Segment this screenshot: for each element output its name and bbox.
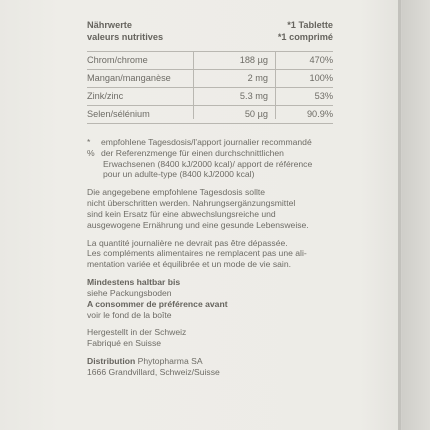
nutrient-amount: 50 µg: [244, 109, 268, 119]
table-row: [87, 105, 333, 124]
nutrient-name: Chrom/chrome: [87, 55, 148, 65]
footnote-line: empfohlene Tagesdosis/l'apport journalier recommandé: [101, 137, 312, 147]
header-nutrients-fr: valeurs nutritives: [87, 31, 164, 42]
header-serving-de: *1 Tablette: [287, 20, 333, 30]
best-before-text-fr: voir le fond de la boîte: [87, 309, 172, 320]
warning-line: sind kein Ersatz für eine abwechslungsreiche und: [87, 208, 276, 219]
warning-line: ausgewogene Ernährung und eine gesunde Lebensweise.: [87, 219, 309, 230]
warning-line: Die angegebene empfohlene Tagesdosis sollte: [87, 187, 266, 198]
footnote-star: *: [87, 137, 91, 147]
warning-fr: [87, 238, 339, 270]
header-nutrients-de: Nährwerte: [87, 20, 132, 30]
header-nutrients: [87, 20, 163, 43]
footnote-line: Erwachsenen (8400 kJ/2000 kcal)/ apport de référence: [103, 158, 313, 169]
label-notes: [87, 137, 339, 378]
nutrient-amount: 2 mg: [247, 73, 268, 83]
best-before-title-de: Mindestens haltbar bis: [87, 277, 181, 288]
distribution-company: Phytopharma SA: [137, 356, 203, 367]
origin-fr: Fabriqué en Suisse: [87, 338, 162, 349]
footnote-percent-mark: %: [87, 147, 95, 158]
box-edge: [398, 0, 401, 430]
warning-line: Les compléments alimentaires ne remplacent pas une ali-: [87, 248, 307, 259]
warning-line: mentation variée et équilibrée et un mode de vie sain.: [87, 259, 291, 270]
footnote-line: der Referenzmenge für einen durchschnittlichen: [101, 147, 284, 158]
nutrient-name: Mangan/manganèse: [87, 73, 171, 83]
origin-de: Hergestellt in der Schweiz: [87, 327, 187, 338]
distribution: [87, 356, 339, 378]
nutrition-label-panel: [87, 0, 397, 430]
warning-de: [87, 187, 339, 230]
table-row: [87, 69, 333, 87]
nutrient-table: [87, 51, 333, 124]
distribution-label: Distribution: [87, 356, 136, 367]
best-before-title-fr: A consommer de préférence avant: [87, 298, 228, 309]
best-before-text-de: siehe Packungsboden: [87, 287, 172, 298]
distribution-address: 1666 Grandvillard, Schweiz/Suisse: [87, 366, 220, 377]
nutrient-percent: 470%: [309, 55, 333, 65]
nutrient-name: Selen/sélénium: [87, 109, 150, 119]
nutrient-percent: 90.9%: [306, 109, 333, 119]
footnote-line: pour un adulte-type (8400 kJ/2000 kcal): [103, 169, 255, 180]
origin: [87, 327, 339, 349]
header-serving: [278, 20, 333, 43]
nutrient-name: Zink/zinc: [87, 91, 124, 101]
nutrient-amount: 188 µg: [239, 55, 268, 65]
footnote: [87, 137, 339, 180]
warning-line: La quantité journalière ne devrait pas être dépassée.: [87, 237, 288, 248]
header-serving-fr: *1 comprimé: [277, 31, 333, 42]
nutrient-percent: 100%: [309, 73, 333, 83]
nutrient-percent: 53%: [314, 91, 333, 101]
nutrient-amount: 5.3 mg: [239, 91, 268, 101]
best-before: [87, 277, 339, 320]
warning-line: nicht überschritten werden. Nahrungsergänzungsmittel: [87, 198, 296, 209]
table-row: [87, 87, 333, 105]
table-row: [87, 51, 333, 69]
